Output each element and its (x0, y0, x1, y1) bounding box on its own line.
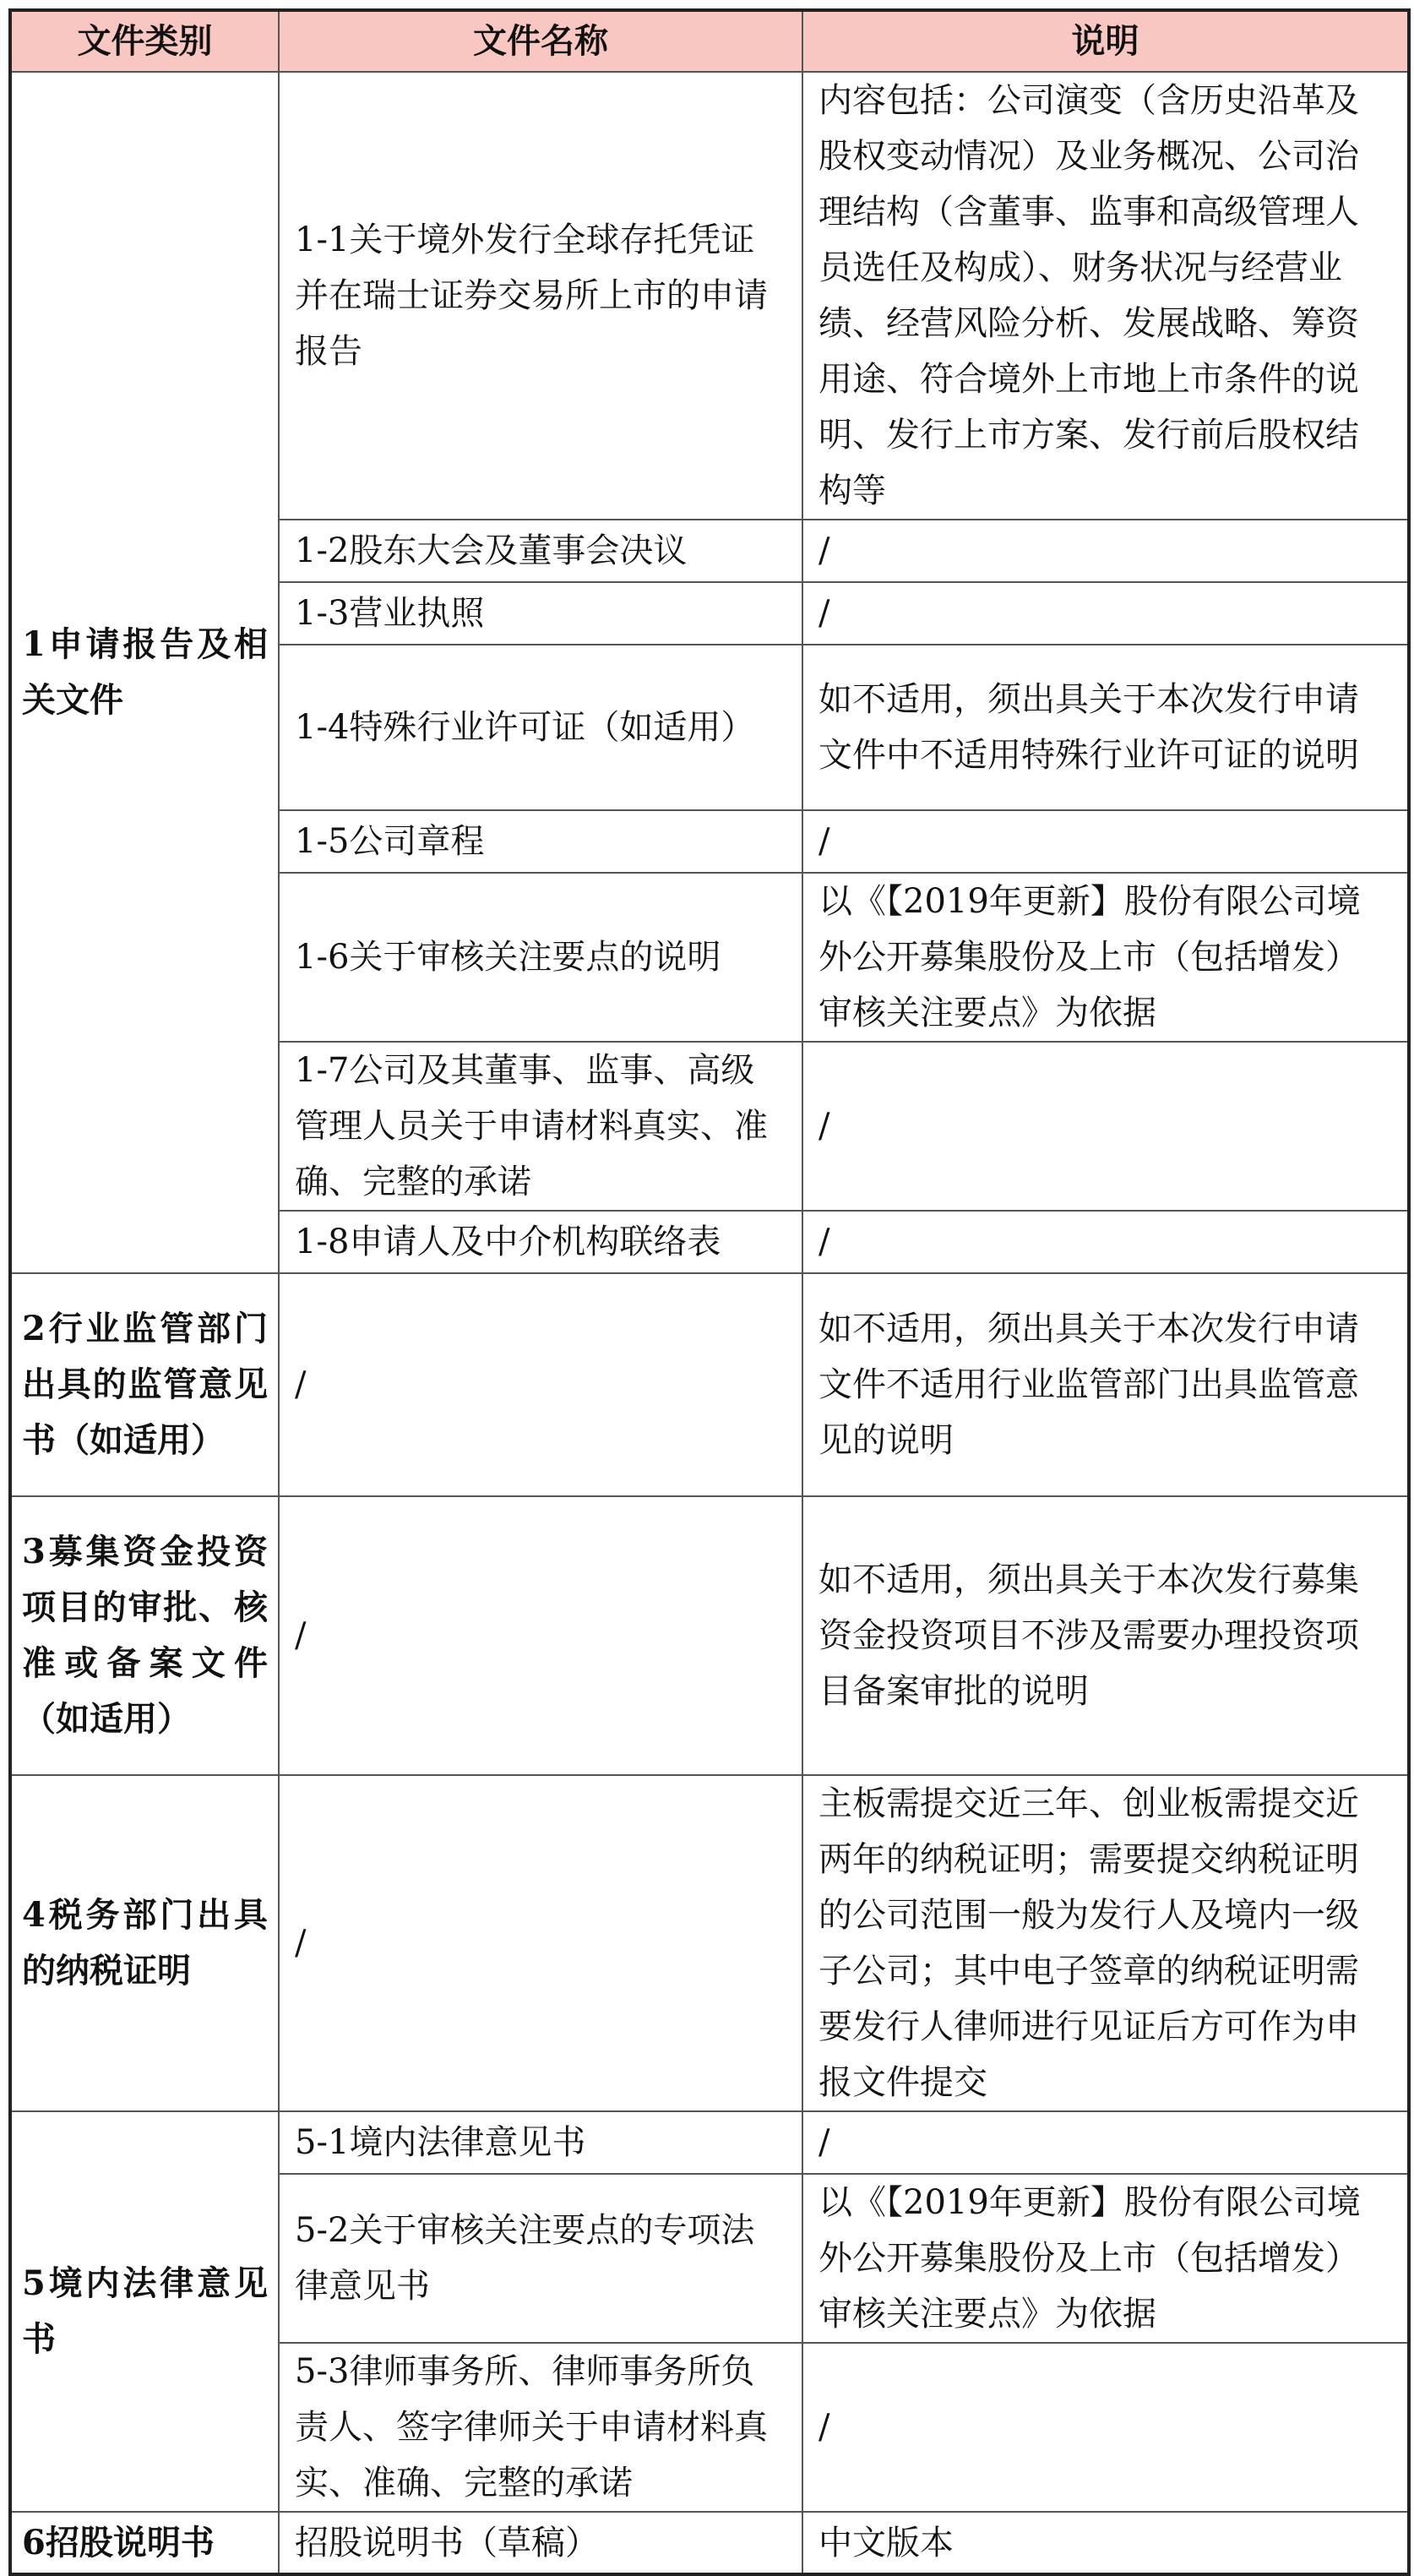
file-name-cell: 1-7公司及其董事、监事、高级管理人员关于申请材料真实、准确、完整的承诺 (279, 1042, 802, 1211)
description-cell: / (802, 582, 1409, 645)
description-cell: 内容包括：公司演变（含历史沿革及股权变动情况）及业务概况、公司治理结构（含董事、监事和高级管理人员选任及构成）、财务状况与经营业绩、经营风险分析、发展战略、筹资用途、符合境外上市地上市条件的说明、发行上市方案、发行前后股权结构等 (802, 72, 1409, 520)
file-name-cell: 招股说明书（草稿） (279, 2512, 802, 2574)
file-name-cell: 1-5公司章程 (279, 810, 802, 873)
category-cell: 5境内法律意见书 (10, 2111, 279, 2512)
description-cell: / (802, 1042, 1409, 1211)
description-cell: 如不适用，须出具关于本次发行募集资金投资项目不涉及需要办理投资项目备案审批的说明 (802, 1496, 1409, 1775)
header-row (10, 10, 1409, 72)
table-row (10, 72, 1409, 520)
table-row (10, 1775, 1409, 2111)
category-cell: 4税务部门出具的纳税证明 (10, 1775, 279, 2111)
description-cell: / (802, 1211, 1409, 1273)
description-cell: / (802, 810, 1409, 873)
file-name-cell: / (279, 1775, 802, 2111)
table-row (10, 2111, 1409, 2174)
file-name-cell: 5-2关于审核关注要点的专项法律意见书 (279, 2174, 802, 2343)
description-cell: 中文版本 (802, 2512, 1409, 2574)
description-cell: 以《【2019年更新】股份有限公司境外公开募集股份及上市（包括增发）审核关注要点》为依据 (802, 2174, 1409, 2343)
description-cell: / (802, 2343, 1409, 2512)
category-cell: 6招股说明书 (10, 2512, 279, 2574)
table-row (10, 1273, 1409, 1496)
category-cell: 2行业监管部门出具的监管意见书（如适用） (10, 1273, 279, 1496)
description-cell: / (802, 2111, 1409, 2174)
file-name-cell: 5-3律师事务所、律师事务所负责人、签字律师关于申请材料真实、准确、完整的承诺 (279, 2343, 802, 2512)
category-cell: 1申请报告及相关文件 (10, 72, 279, 1273)
file-name-cell: 5-1境内法律意见书 (279, 2111, 802, 2174)
file-name-cell: 1-1关于境外发行全球存托凭证并在瑞士证券交易所上市的申请报告 (279, 72, 802, 520)
file-name-cell: 1-3营业执照 (279, 582, 802, 645)
description-cell: 主板需提交近三年、创业板需提交近两年的纳税证明；需要提交纳税证明的公司范围一般为发行人及境内一级子公司；其中电子签章的纳税证明需要发行人律师进行见证后方可作为申报文件提交 (802, 1775, 1409, 2111)
file-name-cell: / (279, 1273, 802, 1496)
document-table (8, 8, 1411, 2576)
description-cell: / (802, 520, 1409, 582)
header-description: 说明 (802, 10, 1409, 72)
file-name-cell: 1-4特殊行业许可证（如适用） (279, 645, 802, 810)
file-name-cell: 1-2股东大会及董事会决议 (279, 520, 802, 582)
category-cell: 3募集资金投资项目的审批、核准或备案文件（如适用） (10, 1496, 279, 1775)
header-file-name: 文件名称 (279, 10, 802, 72)
description-cell: 如不适用，须出具关于本次发行申请文件不适用行业监管部门出具监管意见的说明 (802, 1273, 1409, 1496)
header-category: 文件类别 (10, 10, 279, 72)
table-row (10, 2512, 1409, 2574)
file-name-cell: / (279, 1496, 802, 1775)
table-row (10, 1496, 1409, 1775)
file-name-cell: 1-8申请人及中介机构联络表 (279, 1211, 802, 1273)
file-name-cell: 1-6关于审核关注要点的说明 (279, 873, 802, 1042)
description-cell: 如不适用，须出具关于本次发行申请文件中不适用特殊行业许可证的说明 (802, 645, 1409, 810)
description-cell: 以《【2019年更新】股份有限公司境外公开募集股份及上市（包括增发）审核关注要点》为依据 (802, 873, 1409, 1042)
